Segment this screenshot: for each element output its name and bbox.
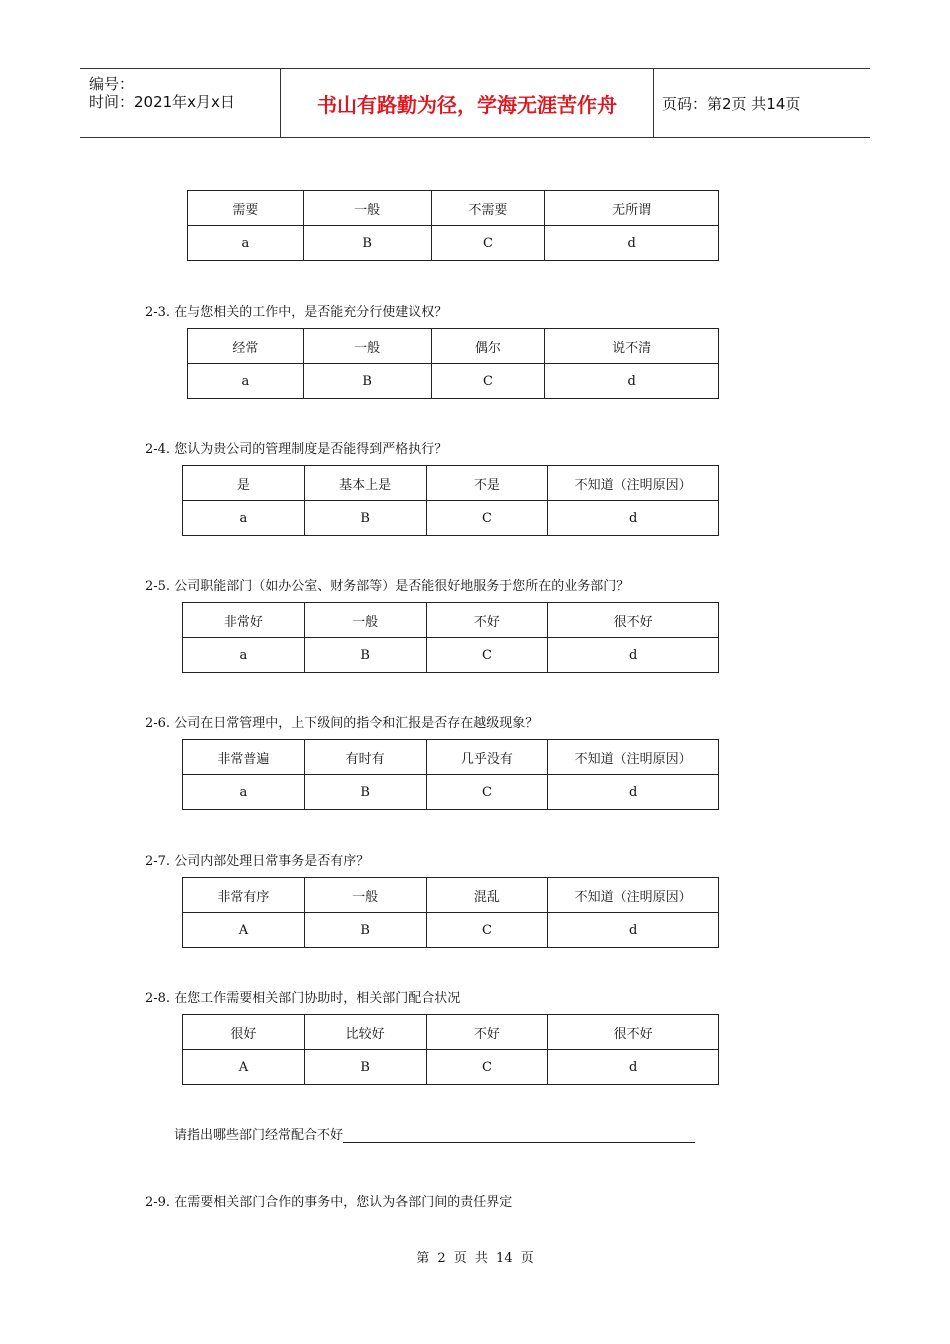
answer-choice[interactable]: B (303, 364, 431, 399)
answer-choice[interactable]: d (545, 226, 719, 261)
answer-choice[interactable]: C (426, 638, 548, 673)
answer-choice[interactable]: C (431, 226, 545, 261)
table-answer-row (183, 638, 719, 673)
answer-choice[interactable]: d (548, 501, 719, 536)
option-header: 不知道（注明原因） (548, 740, 719, 775)
option-header: 无所谓 (545, 191, 719, 226)
table-answer-row (188, 364, 719, 399)
table-header-row (183, 878, 719, 913)
question-2-3: 2-3. 在与您相关的工作中，是否能充分行使建议权？ (145, 305, 448, 320)
document-time-label: 时间：2021年x月x日 (89, 93, 235, 111)
option-table-2-6 (182, 739, 719, 810)
option-header: 是 (183, 466, 305, 501)
answer-choice[interactable]: a (183, 775, 305, 810)
table-answer-row (188, 226, 719, 261)
option-header: 不知道（注明原因） (548, 878, 719, 913)
question-2-7: 2-7. 公司内部处理日常事务是否有序？ (145, 854, 370, 869)
document-number-label: 编号： (89, 75, 135, 93)
answer-choice[interactable]: a (183, 501, 305, 536)
option-header: 基本上是 (304, 466, 426, 501)
answer-choice[interactable]: B (304, 1050, 426, 1085)
header-page-info: 页码：第2页 共14页 (662, 94, 801, 113)
option-table-2-4 (182, 465, 719, 536)
option-header: 说不清 (545, 329, 719, 364)
option-header: 偶尔 (431, 329, 545, 364)
answer-choice[interactable]: B (304, 638, 426, 673)
table-answer-row (183, 775, 719, 810)
answer-choice[interactable]: a (188, 364, 304, 399)
option-header: 非常好 (183, 603, 305, 638)
option-table-2-3 (187, 328, 719, 399)
header-motto: 书山有路勤为径，学海无涯苦作舟 (281, 69, 654, 137)
page-footer: 第 2 页 共 14 页 (416, 1251, 534, 1266)
option-header: 不好 (426, 603, 548, 638)
option-header: 不好 (426, 1015, 548, 1050)
table-header-row (188, 191, 719, 226)
fill-in-blank-line[interactable] (343, 1128, 695, 1143)
option-header: 比较好 (304, 1015, 426, 1050)
answer-choice[interactable]: B (304, 913, 426, 948)
table-header-row (183, 1015, 719, 1050)
question-2-6: 2-6. 公司在日常管理中，上下级间的指令和汇报是否存在越级现象？ (145, 716, 539, 731)
option-table-2-8 (182, 1014, 719, 1085)
answer-choice[interactable]: d (548, 775, 719, 810)
answer-choice[interactable]: B (304, 501, 426, 536)
fill-prompt-row (174, 1124, 695, 1143)
option-table-2-2 (187, 190, 719, 261)
answer-choice[interactable]: A (183, 913, 305, 948)
answer-choice[interactable]: d (545, 364, 719, 399)
option-header: 很不好 (548, 1015, 719, 1050)
header-meta (80, 69, 281, 137)
table-header-row (183, 603, 719, 638)
answer-choice[interactable]: B (304, 775, 426, 810)
option-header: 一般 (303, 329, 431, 364)
option-header: 非常有序 (183, 878, 305, 913)
answer-choice[interactable]: C (431, 364, 545, 399)
option-header: 不知道（注明原因） (548, 466, 719, 501)
question-2-5: 2-5. 公司职能部门（如办公室、财务部等）是否能很好地服务于您所在的业务部门？ (145, 579, 630, 594)
answer-choice[interactable]: B (303, 226, 431, 261)
option-header: 一般 (303, 191, 431, 226)
page-header (80, 68, 870, 138)
answer-choice[interactable]: C (426, 775, 548, 810)
answer-choice[interactable]: a (183, 638, 305, 673)
answer-choice[interactable]: a (188, 226, 304, 261)
option-header: 经常 (188, 329, 304, 364)
option-header: 不需要 (431, 191, 545, 226)
option-header: 一般 (304, 878, 426, 913)
answer-choice[interactable]: d (548, 1050, 719, 1085)
option-header: 需要 (188, 191, 304, 226)
option-table-2-5 (182, 602, 719, 673)
option-header: 混乱 (426, 878, 548, 913)
question-2-9: 2-9. 在需要相关部门合作的事务中，您认为各部门间的责任界定 (145, 1195, 513, 1210)
option-header: 一般 (304, 603, 426, 638)
answer-choice[interactable]: d (548, 913, 719, 948)
option-header: 很好 (183, 1015, 305, 1050)
answer-choice[interactable]: C (426, 913, 548, 948)
question-2-8: 2-8. 在您工作需要相关部门协助时，相关部门配合状况 (145, 991, 461, 1006)
question-2-4: 2-4. 您认为贵公司的管理制度是否能得到严格执行？ (145, 442, 448, 457)
table-answer-row (183, 1050, 719, 1085)
table-answer-row (183, 913, 719, 948)
option-header: 不是 (426, 466, 548, 501)
answer-choice[interactable]: C (426, 501, 548, 536)
answer-choice[interactable]: d (548, 638, 719, 673)
table-header-row (188, 329, 719, 364)
answer-choice[interactable]: A (183, 1050, 305, 1085)
option-header: 非常普遍 (183, 740, 305, 775)
table-header-row (183, 466, 719, 501)
option-header: 很不好 (548, 603, 719, 638)
option-header: 几乎没有 (426, 740, 548, 775)
table-header-row (183, 740, 719, 775)
option-table-2-7 (182, 877, 719, 948)
table-answer-row (183, 501, 719, 536)
fill-prompt-label: 请指出哪些部门经常配合不好 (174, 1128, 344, 1143)
answer-choice[interactable]: C (426, 1050, 548, 1085)
option-header: 有时有 (304, 740, 426, 775)
